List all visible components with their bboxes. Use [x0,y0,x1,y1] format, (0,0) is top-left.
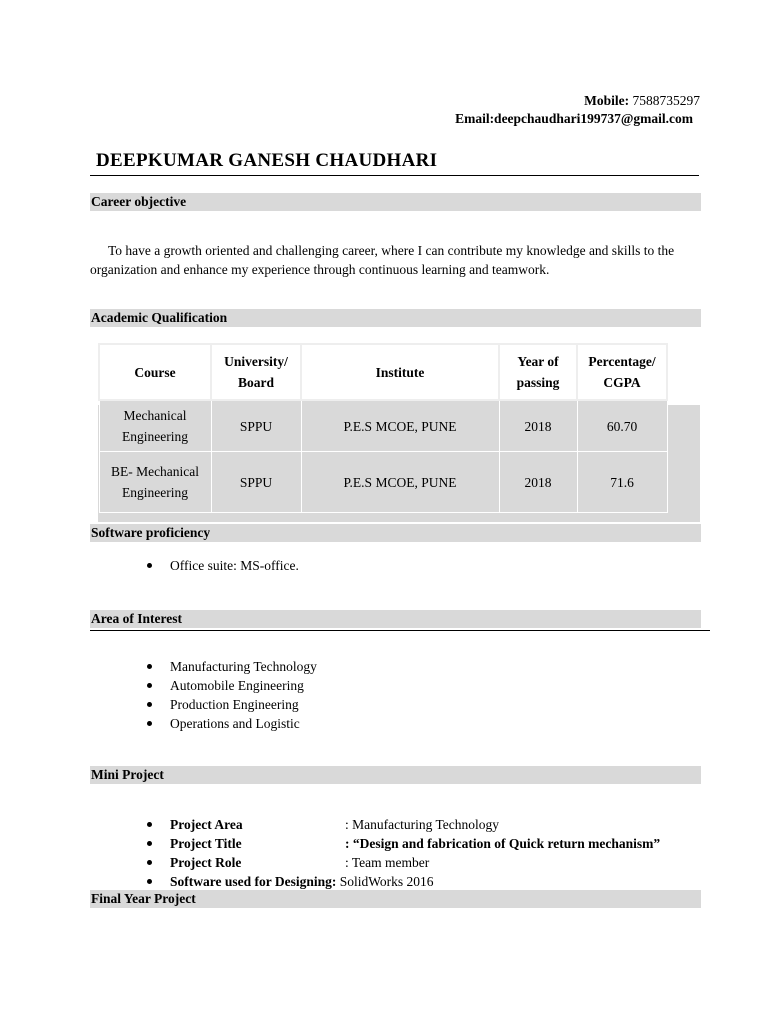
list-item [145,853,660,872]
table-cell: 71.6 [577,452,667,513]
col-header: Institute [301,344,499,400]
academic-table [98,343,668,513]
name-divider [90,175,699,176]
section-software-proficiency: Software proficiency [90,524,701,542]
list-item [145,815,660,834]
software-list [145,556,299,575]
list-item: Production Engineering [145,695,317,714]
table-cell: BE- Mechanical Engineering [99,452,211,513]
list-item [145,872,660,891]
mobile-label: Mobile: [584,93,630,108]
table-row [99,452,667,513]
interest-list [145,657,317,733]
table-cell: Mechanical Engineering [99,400,211,452]
col-header: Percentage/ CGPA [577,344,667,400]
project-area-value: : Manufacturing Technology [345,817,500,832]
list-item: Operations and Logistic [145,714,317,733]
mobile-value: 7588735297 [632,93,700,108]
project-role-value: : Team member [345,855,430,870]
mini-project-list [145,815,660,891]
section-mini-project: Mini Project [90,766,701,784]
col-header: Year of passing [499,344,577,400]
table-row [99,400,667,452]
candidate-name: DEEPKUMAR GANESH CHAUDHARI [96,150,438,171]
col-header: Course [99,344,211,400]
career-objective-text: To have a growth oriented and challenging career, where I can contribute my knowledge and skills to the organization and enhance my experience through continuous learning and teamwork. [90,243,675,277]
list-item: Manufacturing Technology [145,657,317,676]
contact-email[interactable]: Email:deepchaudhari199737@gmail.com [455,111,693,126]
col-header: University/ Board [211,344,301,400]
project-area-key: Project Area [170,817,243,832]
software-used-key: Software used for Designing: [170,874,337,889]
table-cell: 2018 [499,400,577,452]
table-header-row [99,344,667,400]
interest-divider [90,630,710,631]
project-title-key: Project Title [170,836,242,851]
list-item: Office suite: MS-office. [145,556,299,575]
table-cell: P.E.S MCOE, PUNE [301,400,499,452]
list-item: Automobile Engineering [145,676,317,695]
section-final-year-project: Final Year Project [90,890,701,908]
section-area-of-interest: Area of Interest [90,610,701,628]
list-item [145,834,660,853]
project-title-value: : “Design and fabrication of Quick return mechanism” [345,836,661,851]
table-cell: 60.70 [577,400,667,452]
contact-mobile [584,92,700,110]
table-cell: SPPU [211,400,301,452]
table-cell: 2018 [499,452,577,513]
table-cell: SPPU [211,452,301,513]
software-used-value: SolidWorks 2016 [339,874,434,889]
section-academic-qualification: Academic Qualification [90,309,701,327]
section-career-objective: Career objective [90,193,701,211]
table-cell: P.E.S MCOE, PUNE [301,452,499,513]
project-role-key: Project Role [170,855,242,870]
